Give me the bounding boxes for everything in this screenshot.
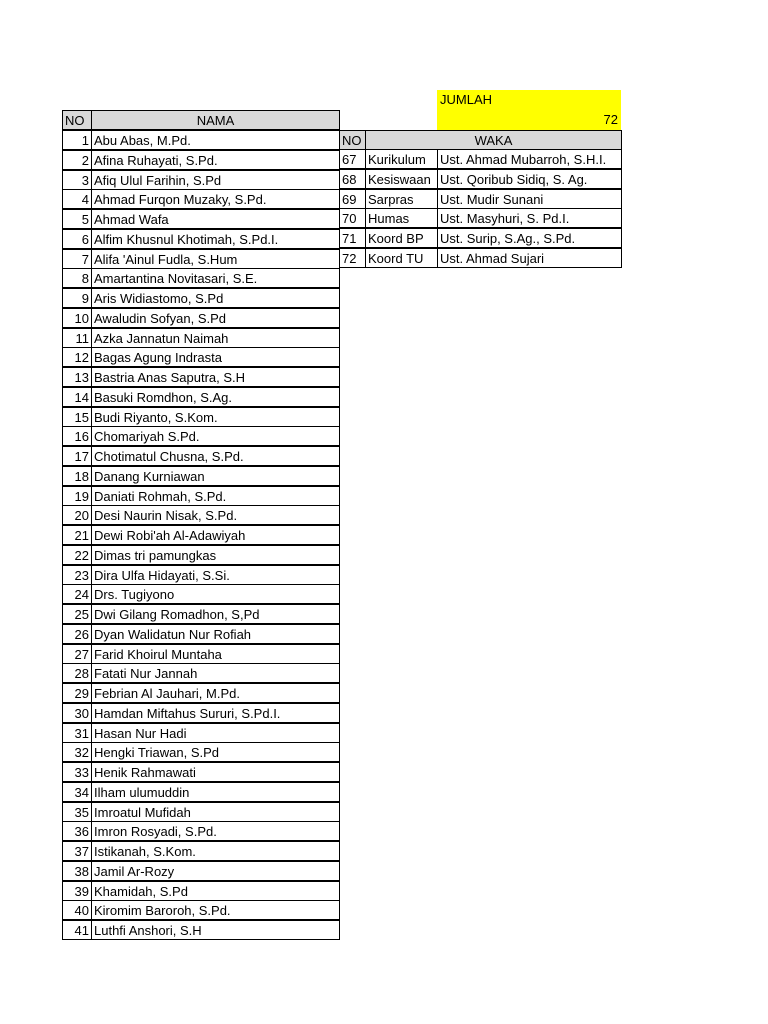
names-header-no: NO <box>62 110 92 130</box>
names-row-no: 25 <box>62 604 92 624</box>
waka-row-nama: Ust. Ahmad Sujari <box>437 248 622 268</box>
names-row-nama: Afina Ruhayati, S.Pd. <box>91 150 340 170</box>
names-row-nama: Hamdan Miftahus Sururi, S.Pd.I. <box>91 703 340 723</box>
names-row-no: 8 <box>62 268 92 288</box>
names-row-no: 11 <box>62 328 92 348</box>
names-row-no: 40 <box>62 900 92 920</box>
names-row-no: 36 <box>62 821 92 841</box>
names-row-nama: Alifa 'Ainul Fudla, S.Hum <box>91 249 340 269</box>
names-row-nama: Ahmad Furqon Muzaky, S.Pd. <box>91 189 340 209</box>
names-row-no: 22 <box>62 545 92 565</box>
waka-row-bidang: Kurikulum <box>365 149 438 169</box>
names-row-no: 41 <box>62 920 92 940</box>
names-row-nama: Dwi Gilang Romadhon, S,Pd <box>91 604 340 624</box>
waka-row-nama: Ust. Mudir Sunani <box>437 189 622 209</box>
names-row-nama: Febrian Al Jauhari, M.Pd. <box>91 683 340 703</box>
names-row-no: 37 <box>62 841 92 861</box>
waka-row-no: 72 <box>339 248 366 268</box>
names-row-nama: Basuki Romdhon, S.Ag. <box>91 387 340 407</box>
names-row-nama: Abu Abas, M.Pd. <box>91 130 340 150</box>
names-row-nama: Bastria Anas Saputra, S.H <box>91 367 340 387</box>
waka-header-waka: WAKA <box>365 130 622 150</box>
names-row-no: 23 <box>62 565 92 585</box>
names-row-nama: Daniati Rohmah, S.Pd. <box>91 486 340 506</box>
names-row-no: 24 <box>62 584 92 604</box>
names-row-no: 30 <box>62 703 92 723</box>
names-row-nama: Drs. Tugiyono <box>91 584 340 604</box>
names-row-nama: Alfim Khusnul Khotimah, S.Pd.I. <box>91 229 340 249</box>
waka-row-no: 68 <box>339 169 366 189</box>
names-row-no: 21 <box>62 525 92 545</box>
names-row-nama: Azka Jannatun Naimah <box>91 328 340 348</box>
names-row-no: 18 <box>62 466 92 486</box>
waka-row-no: 69 <box>339 189 366 209</box>
names-row-no: 6 <box>62 229 92 249</box>
names-row-nama: Budi Riyanto, S.Kom. <box>91 407 340 427</box>
names-row-no: 10 <box>62 308 92 328</box>
names-row-nama: Danang Kurniawan <box>91 466 340 486</box>
names-row-nama: Dyan Walidatun Nur Rofiah <box>91 624 340 644</box>
names-row-no: 2 <box>62 150 92 170</box>
names-row-nama: Chomariyah S.Pd. <box>91 426 340 446</box>
names-row-no: 26 <box>62 624 92 644</box>
jumlah-value: 72 <box>603 112 618 127</box>
names-row-no: 17 <box>62 446 92 466</box>
waka-row-no: 70 <box>339 208 366 228</box>
names-row-nama: Jamil Ar-Rozy <box>91 861 340 881</box>
names-row-no: 1 <box>62 130 92 150</box>
jumlah-box <box>437 90 621 130</box>
names-row-nama: Hengki Triawan, S.Pd <box>91 742 340 762</box>
waka-row-bidang: Kesiswaan <box>365 169 438 189</box>
names-row-no: 29 <box>62 683 92 703</box>
names-row-no: 38 <box>62 861 92 881</box>
names-row-no: 7 <box>62 249 92 269</box>
names-row-nama: Imron Rosyadi, S.Pd. <box>91 821 340 841</box>
names-row-no: 9 <box>62 288 92 308</box>
names-row-no: 28 <box>62 663 92 683</box>
names-row-nama: Luthfi Anshori, S.H <box>91 920 340 940</box>
names-row-no: 34 <box>62 782 92 802</box>
waka-row-bidang: Sarpras <box>365 189 438 209</box>
names-row-nama: Ilham ulumuddin <box>91 782 340 802</box>
names-row-no: 19 <box>62 486 92 506</box>
names-row-nama: Fatati Nur Jannah <box>91 663 340 683</box>
waka-row-bidang: Koord BP <box>365 228 438 248</box>
names-row-nama: Kiromim Baroroh, S.Pd. <box>91 900 340 920</box>
names-row-nama: Amartantina Novitasari, S.E. <box>91 268 340 288</box>
names-row-no: 20 <box>62 505 92 525</box>
names-row-nama: Hasan Nur Hadi <box>91 723 340 743</box>
names-row-no: 31 <box>62 723 92 743</box>
names-row-nama: Bagas Agung Indrasta <box>91 347 340 367</box>
names-row-nama: Farid Khoirul Muntaha <box>91 644 340 664</box>
waka-header-no: NO <box>339 130 366 150</box>
names-row-nama: Awaludin Sofyan, S.Pd <box>91 308 340 328</box>
names-row-nama: Khamidah, S.Pd <box>91 881 340 901</box>
names-row-no: 15 <box>62 407 92 427</box>
names-row-nama: Afiq Ulul Farihin, S.Pd <box>91 170 340 190</box>
names-row-no: 33 <box>62 762 92 782</box>
names-row-nama: Istikanah, S.Kom. <box>91 841 340 861</box>
names-row-nama: Dewi Robi'ah Al-Adawiyah <box>91 525 340 545</box>
names-row-no: 35 <box>62 802 92 822</box>
names-header-nama: NAMA <box>91 110 340 130</box>
waka-row-bidang: Koord TU <box>365 248 438 268</box>
names-row-nama: Desi Naurin Nisak, S.Pd. <box>91 505 340 525</box>
names-row-nama: Chotimatul Chusna, S.Pd. <box>91 446 340 466</box>
names-row-nama: Henik Rahmawati <box>91 762 340 782</box>
names-row-no: 27 <box>62 644 92 664</box>
names-row-nama: Dira Ulfa Hidayati, S.Si. <box>91 565 340 585</box>
names-row-no: 16 <box>62 426 92 446</box>
waka-row-nama: Ust. Qoribub Sidiq, S. Ag. <box>437 169 622 189</box>
waka-row-no: 67 <box>339 149 366 169</box>
waka-row-no: 71 <box>339 228 366 248</box>
names-row-nama: Ahmad Wafa <box>91 209 340 229</box>
names-row-no: 3 <box>62 170 92 190</box>
names-row-no: 13 <box>62 367 92 387</box>
names-row-nama: Dimas tri pamungkas <box>91 545 340 565</box>
names-row-no: 4 <box>62 189 92 209</box>
names-row-no: 14 <box>62 387 92 407</box>
names-row-nama: Imroatul Mufidah <box>91 802 340 822</box>
names-row-no: 32 <box>62 742 92 762</box>
names-row-no: 39 <box>62 881 92 901</box>
jumlah-label: JUMLAH <box>440 92 493 107</box>
names-row-nama: Aris Widiastomo, S.Pd <box>91 288 340 308</box>
waka-row-nama: Ust. Ahmad Mubarroh, S.H.I. <box>437 149 622 169</box>
names-row-no: 5 <box>62 209 92 229</box>
waka-row-nama: Ust. Surip, S.Ag., S.Pd. <box>437 228 622 248</box>
waka-row-bidang: Humas <box>365 208 438 228</box>
waka-row-nama: Ust. Masyhuri, S. Pd.I. <box>437 208 622 228</box>
names-row-no: 12 <box>62 347 92 367</box>
